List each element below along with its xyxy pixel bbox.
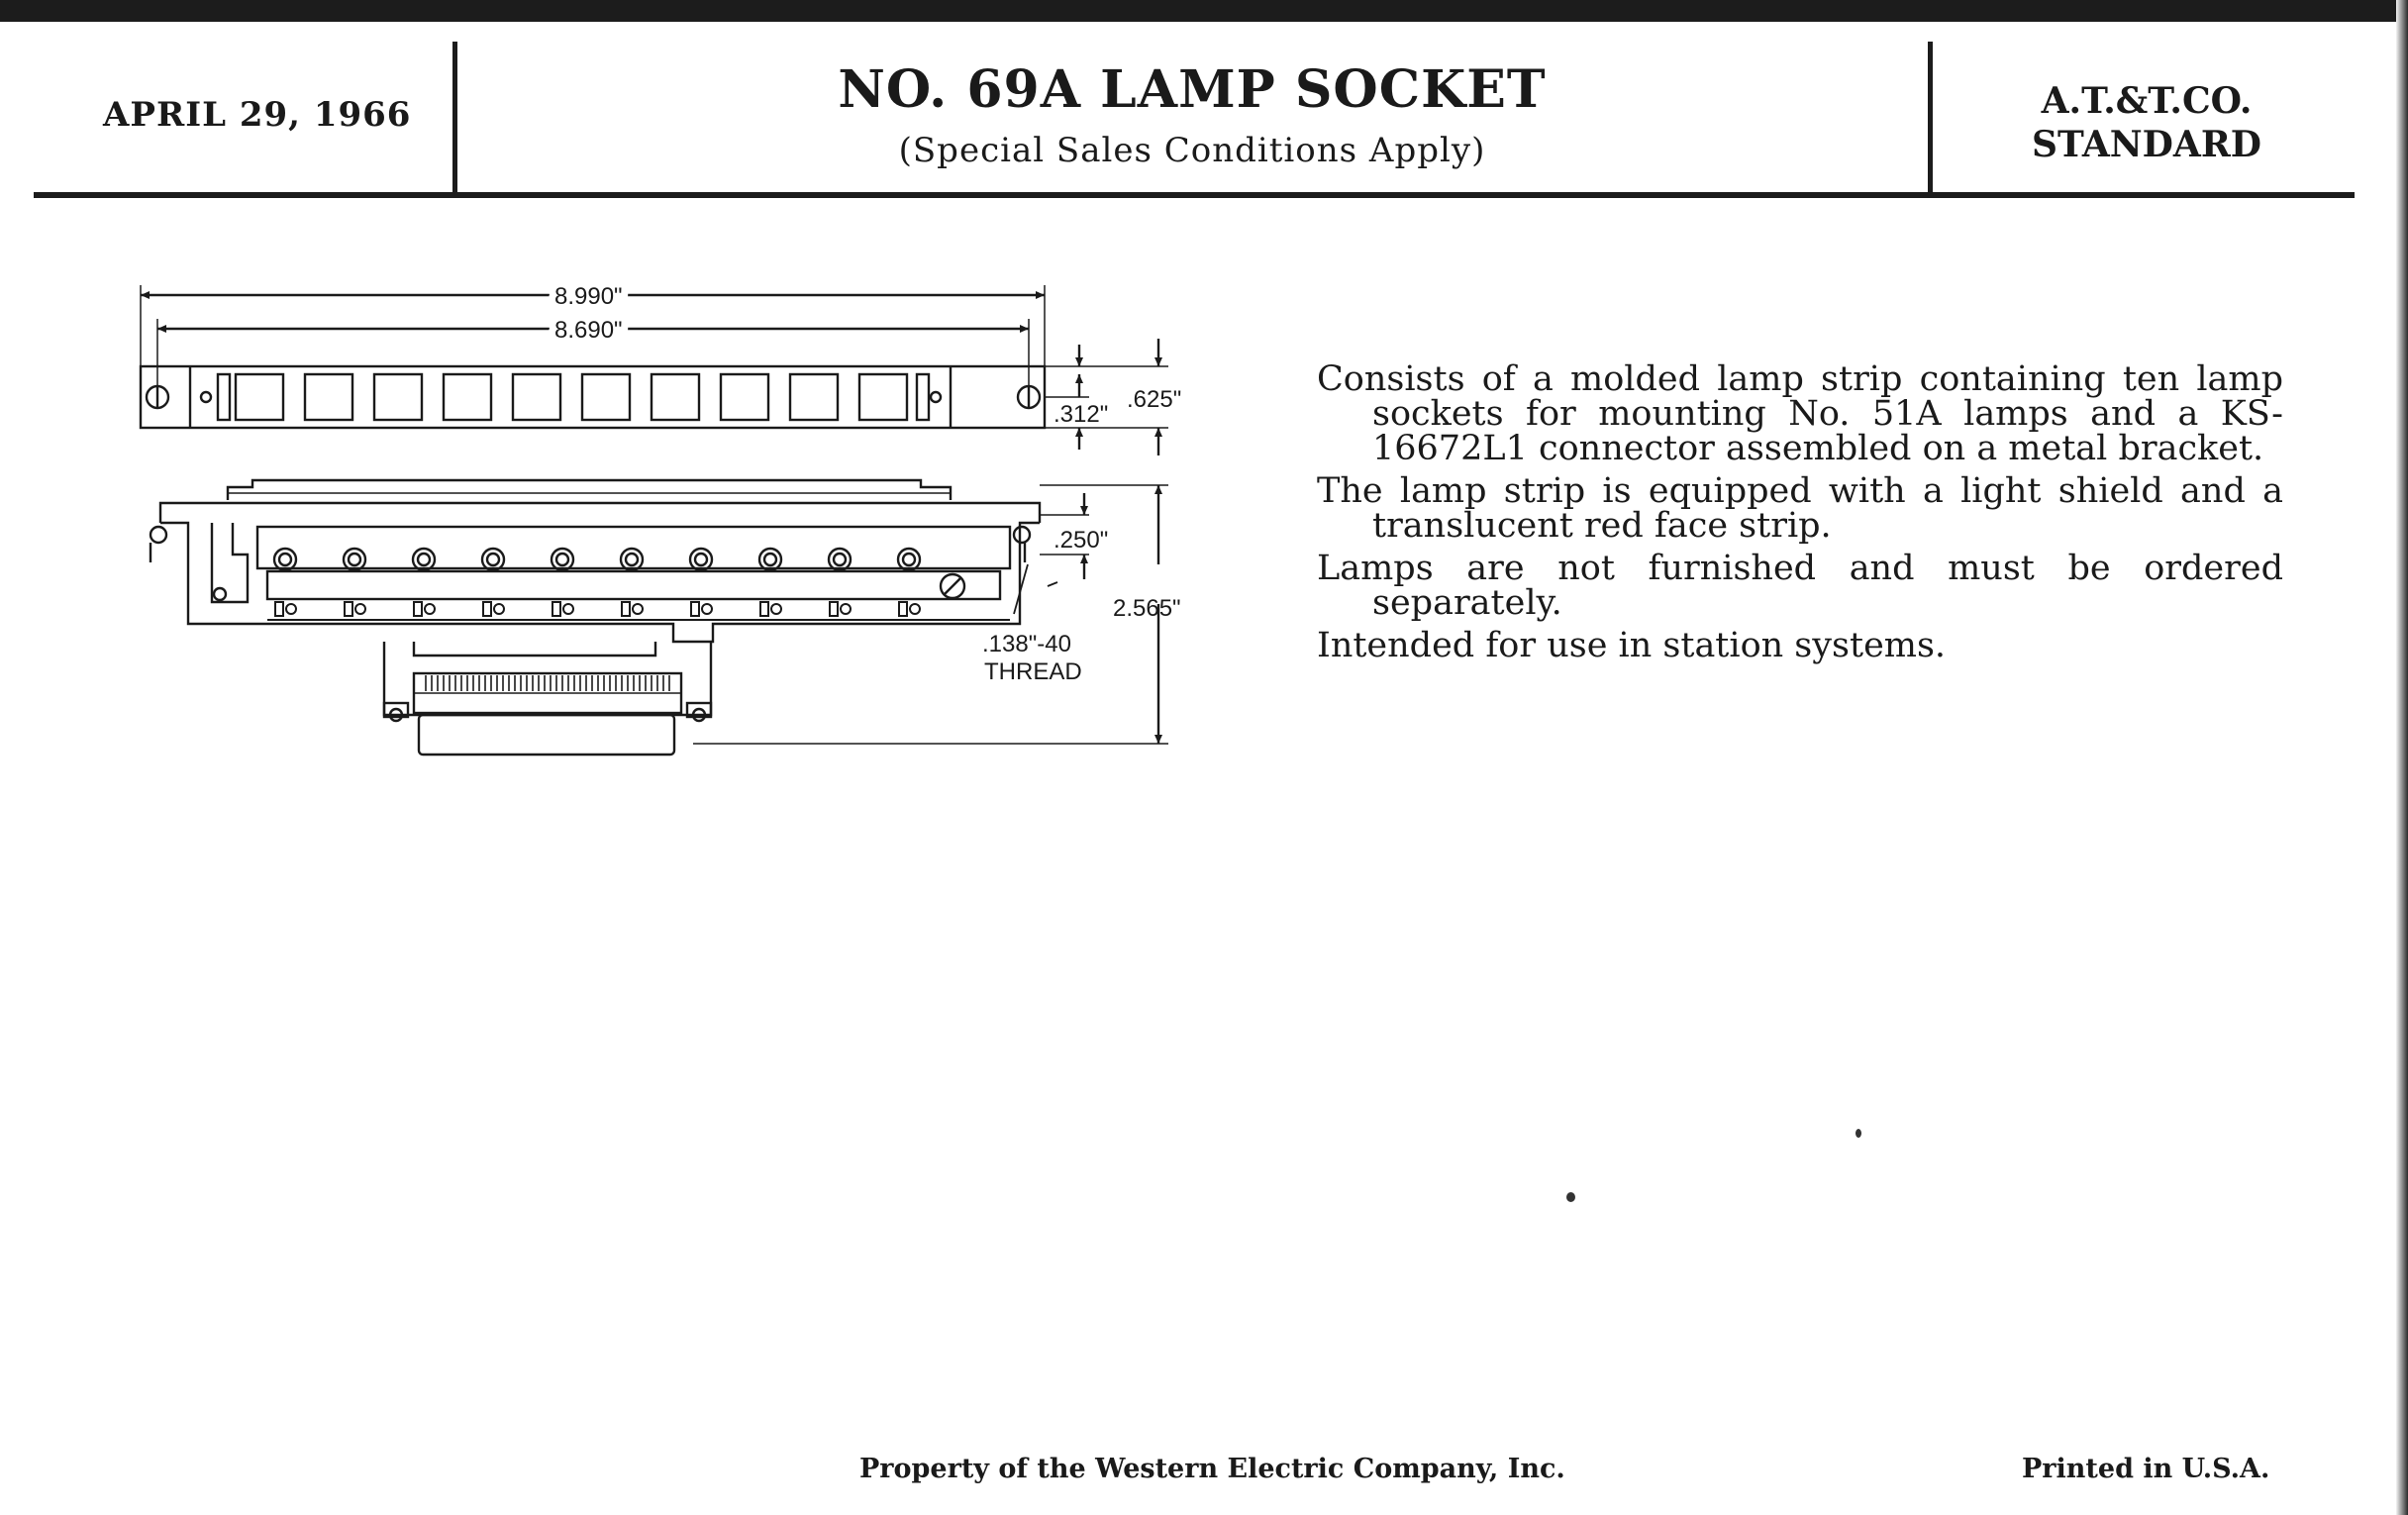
- technical-drawing: [119, 267, 1208, 762]
- standard-block: [1933, 79, 2360, 166]
- terminal-row: [267, 602, 1010, 620]
- dim-label-mounting: 8.690": [554, 317, 623, 344]
- description-paragraph: Intended for use in station systems.: [1317, 626, 1947, 665]
- standard-org: A.T.&T.CO.: [2041, 80, 2253, 122]
- bracket-side-view: [150, 480, 1040, 642]
- scan-top-edge: [0, 0, 2408, 22]
- page-title: NO. 69A LAMP SOCKET: [838, 59, 1547, 120]
- dim-label-offset: .250": [1054, 527, 1109, 554]
- lamp-contacts: [274, 549, 964, 598]
- dim-label-strip-height: .625": [1127, 386, 1182, 413]
- description: [1317, 359, 2283, 671]
- footer-printed: Printed in U.S.A.: [2022, 1454, 2270, 1484]
- scan-right-edge: [2396, 0, 2408, 1515]
- issue-date: APRIL 29, 1966: [103, 95, 412, 135]
- standard-label: STANDARD: [2032, 124, 2261, 165]
- scan-speck: [1566, 1192, 1575, 1202]
- thread-label: THREAD: [984, 658, 1082, 685]
- dim-label-half-height: .312": [1054, 401, 1109, 428]
- scan-speck: [1856, 1129, 1861, 1138]
- description-paragraph: The lamp strip is equipped with a light shield and a translucent red face strip.: [1317, 471, 2283, 546]
- dim-label-total-height: 2.565": [1113, 595, 1181, 622]
- footer-property: Property of the Western Electric Company, Inc.: [859, 1454, 1565, 1484]
- lamp-socket-windows: [236, 374, 907, 420]
- page-subtitle: (Special Sales Conditions Apply): [898, 131, 1486, 170]
- header-rule: [34, 192, 2355, 198]
- dim-label-overall: 8.990": [554, 283, 623, 310]
- description-paragraph: Lamps are not furnished and must be ordered separately.: [1317, 549, 2283, 623]
- thread-size-label: .138"-40: [982, 631, 1071, 657]
- description-paragraph: Consists of a molded lamp strip containing ten lamp sockets for mounting No. 51A lamps and a KS-16672L1 connector assembled on a metal bracket.: [1317, 359, 2283, 468]
- connector-side-view: [384, 642, 711, 755]
- lamp-strip-top-view: [141, 366, 1045, 428]
